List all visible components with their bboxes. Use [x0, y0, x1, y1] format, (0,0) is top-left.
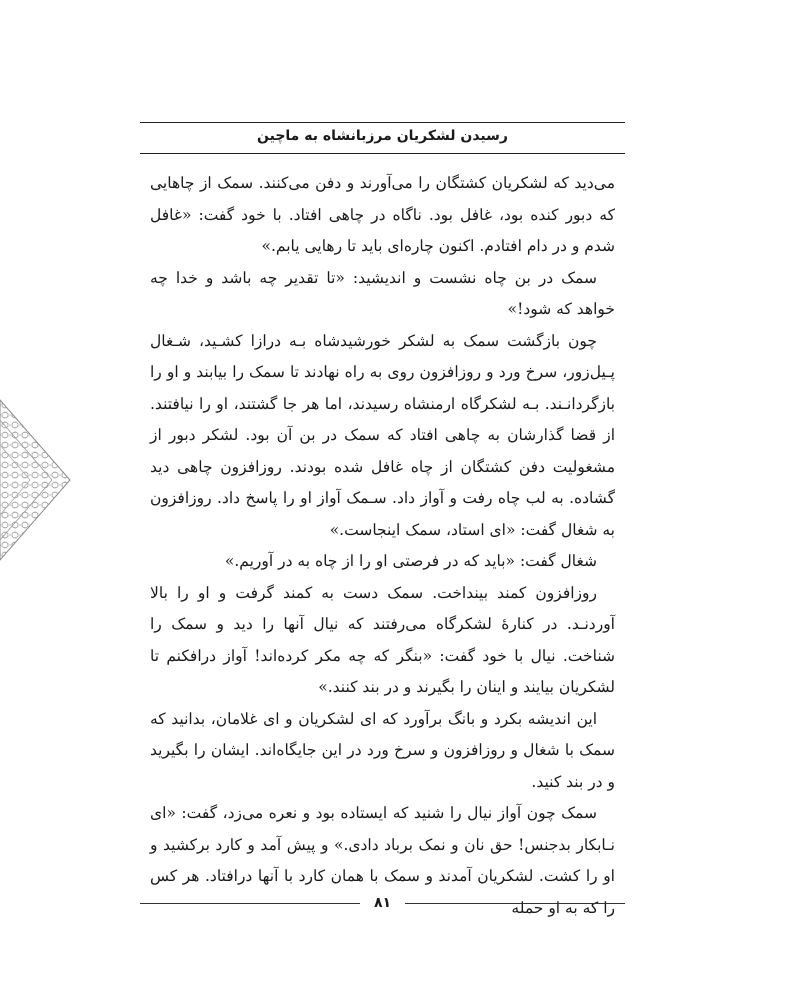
- paragraph: روزافزون کمند بینداخت. سمک دست به کمند گرفت و او را بالا آوردنـد. در کنارهٔ لشکرگاه می‌رفتند که نیال آنها را دید و سمک را شناخت. نیال با خود گفت: «بنگر که چه مکر کرده‌اند! آواز درافکنم تا لشکریان بیایند و اینان را بگیرند و در بند کنند.»: [150, 583, 615, 696]
- arabesque-ornament-icon: [0, 390, 80, 570]
- body-text: [150, 168, 615, 924]
- paragraph: چون بازگشت سمک به لشکر خورشیدشاه بـه درازا کشـید، شـغال پـیل‌زور، سرخ ورد و روزافزون روی به راه نهادند تا سمک را بیابند و او را بازگردانـند. بـه لشکرگاه ارمنشاه رسیدند، اما هر جا گشتند، او را نیافتند. از قضا گذارشان به چاهی افتاد که سمک در بن آن بود. لشکر دبور از مشغولیت دفن کشتگان از چاه غافل شده بودند. روزافزون چاهی دید گشاده. به لب چاه رفت و آواز داد. سـمک آواز او را پاسخ داد. روزافزون به شغال گفت: «ای استاد، سمک اینجاست.»: [150, 331, 615, 539]
- paragraph: شغال گفت: «باید که در فرصتی او را از چاه به در آوریم.»: [224, 552, 597, 570]
- footer-rule-right: [405, 903, 625, 904]
- page-number: ۸۱: [373, 895, 392, 911]
- footer-rule-left: [140, 903, 360, 904]
- page-footer: [140, 893, 625, 913]
- header-rule-top: [140, 122, 625, 123]
- paragraph: این اندیشه بکرد و بانگ برآورد که ای لشکریان و ای غلامان، بدانید که سمک با شغال و روزافزون و سرخ ورد در این جایگاه‌اند. ایشان را بگیرید و در بند کنید.: [150, 709, 615, 791]
- paragraph: می‌دید که لشکریان کشتگان را می‌آورند و دفن می‌کنند. سمک از چاهایی که دبور کنده بود، غافل بود. ناگاه در چاهی افتاد. با خود گفت: «غافل شدم و در دام افتادم. اکنون چاره‌ای باید تا رهایی یابم.»: [150, 174, 615, 255]
- header-rule-bottom: [140, 153, 625, 154]
- paragraph: سمک چون آواز نیال را شنید که ایستاده بود و نعره می‌زد، گفت: «ای نـابکار بدجنس! حق نان و نمک برباد دادی.» و پیش آمد و کارد برکشید و او را کشت. لشکریان آمدند و سمک با همان کارد با آنها درافتاد. هر کس را که به او حمله: [150, 804, 615, 917]
- paragraph: سمک در بن چاه نشست و اندیشید: «تا تقدیر چه باشد و خدا چه خواهد که شود!»: [150, 268, 615, 318]
- page-title: رسیدن لشکریان مرزبانشاه به ماچین: [257, 128, 508, 144]
